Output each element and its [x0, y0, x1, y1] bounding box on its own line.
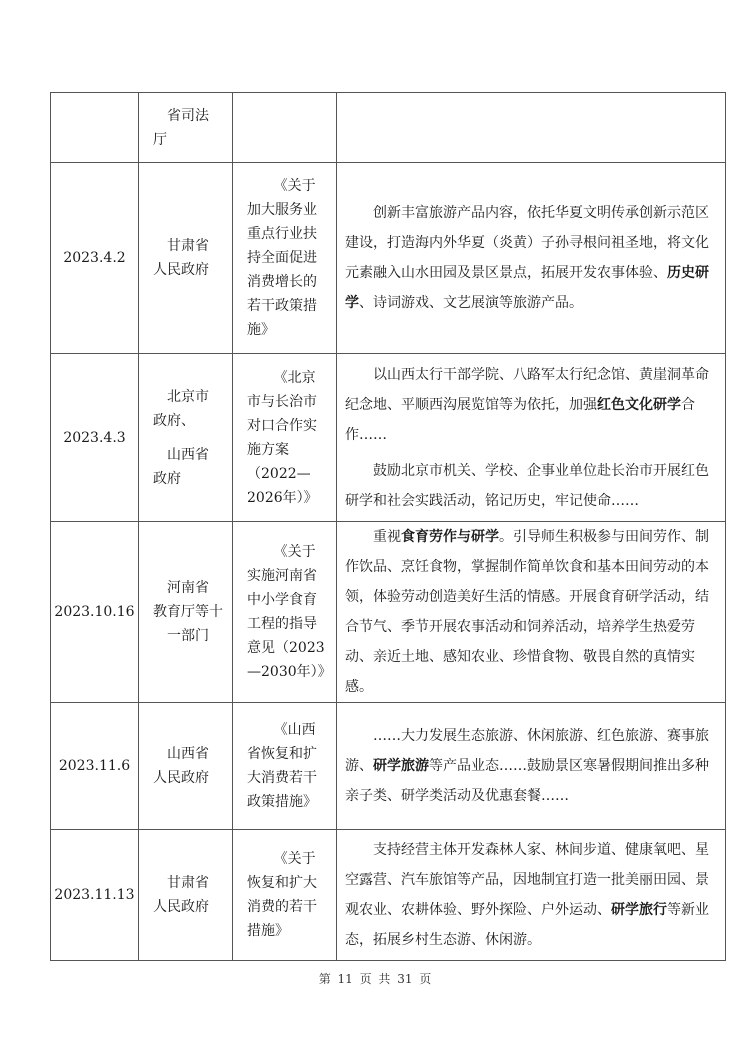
highlight-keyword: 食育劳作与研学 [401, 529, 499, 545]
issuer-line: 河南省 [167, 580, 209, 596]
issuer-line: 人民政府 [153, 262, 209, 278]
issuer-line: 厅 [153, 131, 167, 148]
date-cell: 2023.11.6 [51, 703, 139, 830]
issuer-cell [139, 93, 233, 163]
content-cell [337, 830, 726, 961]
document-title: 《山西省恢复和扩大消费若干政策措施》 [247, 722, 317, 810]
content-paragraph: 鼓励北京市机关、学校、企事业单位赴长治市开展红色研学和社会实践活动，铭记历史，牢记使命…… [345, 462, 709, 509]
table-row [51, 830, 726, 961]
document-title-cell [233, 163, 337, 354]
content-cell [337, 354, 726, 522]
highlight-keyword: 研学旅行 [611, 902, 667, 918]
policy-table [50, 92, 726, 961]
content-cell [337, 703, 726, 830]
issuer-cell [139, 522, 233, 703]
issuer-line: 人民政府 [153, 899, 209, 915]
policy-table-body [51, 93, 726, 961]
content-paragraph: 创新丰富旅游产品内容，依托华夏文明传承创新示范区建设，打造海内外华夏（炎黄）子孙寻根问祖圣地，将文化元素融入山水田园及景区景点，拓展开发农事体验、历史研学、诗词游戏、文艺展演等旅游产品。 [345, 205, 709, 311]
content-paragraph: 支持经营主体开发森林人家、林间步道、健康氧吧、星空露营、汽车旅馆等产品，因地制宜打造一批美丽田园、景观农业、农耕体验、野外探险、户外运动、研学旅行等新业态，拓展乡村生态游、休闲游。 [345, 842, 709, 948]
date-cell: 2023.4.2 [51, 163, 139, 354]
issuer-cell [139, 163, 233, 354]
content-cell [337, 163, 726, 354]
document-title: 《关于加大服务业重点行业扶持全面促进消费增长的若干政策措施》 [247, 178, 317, 338]
document-title-cell [233, 522, 337, 703]
table-row [51, 93, 726, 163]
issuer-line: 政府、 [153, 412, 195, 429]
document-title: 《北京市与长治市对口合作实施方案（2022—2026年）》 [247, 369, 318, 506]
issuer-line: 政府 [153, 470, 181, 487]
highlight-keyword: 红色文化研学 [597, 396, 681, 413]
highlight-keyword: 研学旅游 [373, 758, 429, 774]
issuer-line: 北京市 [167, 388, 209, 405]
content-cell [337, 522, 726, 703]
issuer-cell [139, 703, 233, 830]
document-title-cell [233, 93, 337, 163]
issuer-line: 山西省 [167, 746, 209, 762]
issuer-line: 山西省 [167, 446, 209, 463]
content-paragraph: 以山西太行干部学院、八路军太行纪念馆、黄崖洞革命纪念地、平顺西沟展览馆等为依托，加强红色文化研学合作…… [345, 366, 709, 443]
date-cell [51, 93, 139, 163]
document-title-cell [233, 354, 337, 522]
page-footer: 第 11 页 共 31 页 [318, 972, 432, 986]
issuer-line: 人民政府 [153, 770, 209, 786]
highlight-keyword: 历史研学 [345, 265, 709, 311]
issuer-line: 甘肃省 [167, 875, 209, 891]
issuer-line: 教育厅等十 [153, 604, 223, 620]
issuer-line: 一部门 [167, 628, 209, 644]
issuer-line: 省司法 [167, 107, 209, 124]
document-title: 《关于恢复和扩大消费的若干措施》 [247, 851, 317, 939]
document-title: 《关于实施河南省中小学食育工程的指导意见（2023—2030年）》 [247, 544, 332, 680]
content-paragraph: 重视食育劳作与研学。引导师生积极参与田间劳作、制作饮品、烹饪食物，掌握制作简单饮食和基本田间劳动的本领，体验劳动创造美好生活的情感。开展食育研学活动，结合节气、季节开展农事活动和饲养活动，培养学生热爱劳动、亲近土地、感知农业、珍惜食物、敬畏自然的真情实感。 [345, 529, 709, 695]
table-row [51, 163, 726, 354]
document-title-cell [233, 830, 337, 961]
date-cell: 2023.11.13 [51, 830, 139, 961]
table-row [51, 703, 726, 830]
issuer-cell [139, 354, 233, 522]
date-cell: 2023.4.3 [51, 354, 139, 522]
table-row [51, 522, 726, 703]
table-row [51, 354, 726, 522]
document-title-cell [233, 703, 337, 830]
issuer-line: 甘肃省 [167, 238, 209, 254]
issuer-cell [139, 830, 233, 961]
content-cell [337, 93, 726, 163]
content-paragraph: ……大力发展生态旅游、休闲旅游、红色旅游、赛事旅游、研学旅游等产品业态……鼓励景区寒暑假期间推出多种亲子类、研学类活动及优惠套餐…… [345, 728, 709, 804]
date-cell: 2023.10.16 [51, 522, 139, 703]
